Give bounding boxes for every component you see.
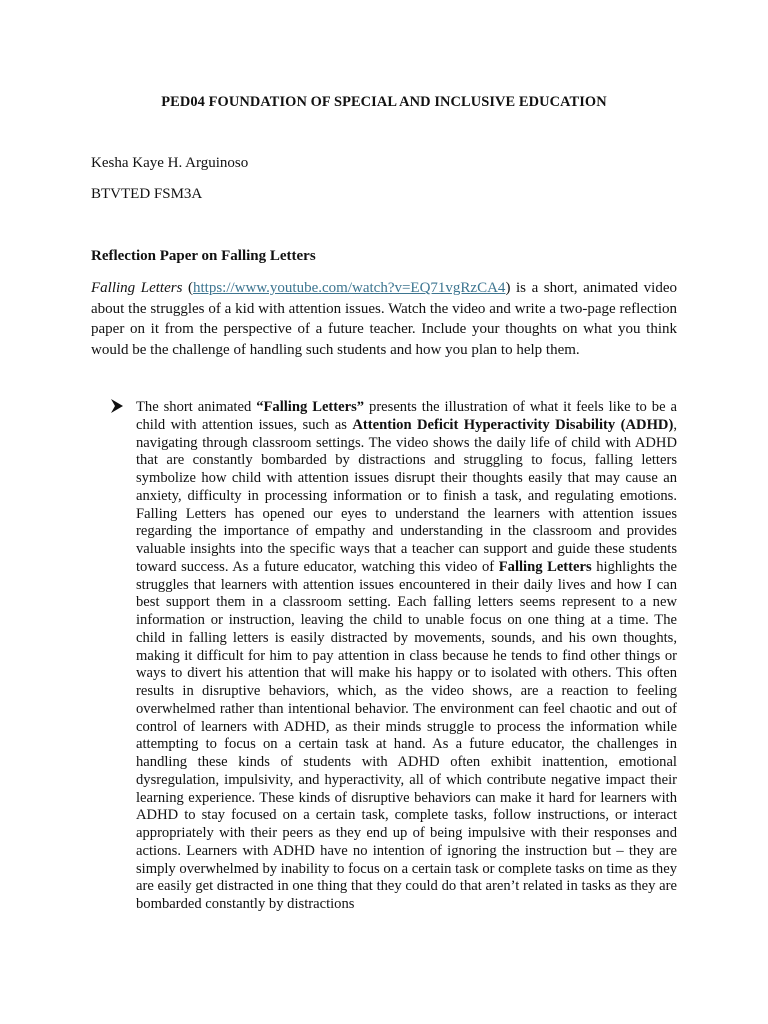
course-title: PED04 FOUNDATION OF SPECIAL AND INCLUSIVE EDUCATION bbox=[161, 94, 607, 110]
reflection-text-3: , navigating through classroom settings. The video shows the daily life of child with ADHD that are constantly bombarded by distractions and struggling to focus, falling letters symbolize how child with attention issues disrupt their thoughts easily that may cause an anxiety, difficulty in processing information or to finish a task, and regulating emotions. Falling Letters has opened our eyes to understand the learners with attention issues regarding the importance of empathy and understanding in the classroom and provides valuable insights into the specific ways that a teacher can support and guide these students toward success. As a future educator, watching this video of bbox=[136, 416, 677, 575]
reflection-text-2: presents the illustration of what it feels like to be a child with attention issues, such as bbox=[136, 399, 677, 433]
assignment-prompt bbox=[91, 278, 677, 360]
reflection-text-1: The short animated bbox=[136, 399, 257, 415]
reflection-paragraph bbox=[136, 399, 677, 914]
video-title: Falling Letters bbox=[91, 280, 183, 296]
author-name: Kesha Kaye H. Arguinoso bbox=[91, 155, 249, 171]
reflection-text-4: highlights the struggles that learners with attention issues encountered in their daily lives and how I can best support them in a classroom setting. Each falling letters seems represent to a new information or instruction, leaving the child to unable focus on one thing at a time. The child in falling letters is easily distracted by movements, sounds, and his own thoughts, making it difficult for him to pay attention in class because he tends to find other things or ways to divert his attention that will make his happy or to isolated with others. This often results in disruptive behaviors, which, as the video shows, are a reaction to feeling overwhelmed rather than intentional behavior. The environment can feel chaotic and out of control of learners with ADHD, as their minds struggle to process the information while attempting to focus on a certain task at hand. As a future educator, the challenges in handling these kinds of students with ADHD often exhibit inattention, emotional dysregulation, impulsivity, and hyperactivity, all of which contribute negative impact their learning experience. These kinds of disruptive behaviors can make it hard for learners with ADHD to stay focused on a certain task, complete tasks, follow instructions, or interact appropriately with their peers as they end up of being impulsive with their responses and actions. Learners with ADHD have no intention of ignoring the instruction but – they are simply overwhelmed by inability to focus on a certain task or complete tasks on time as they are easily get distracted in one thing that they could do that aren’t related in tasks as they are bombarded constantly by distractions bbox=[136, 558, 677, 912]
prompt-text: ) is a short, animated video about the struggles of a kid with attention issues. Watch the video and write a two-page reflection paper on it from the perspective of a future teacher. Include your thoughts on what you think would be the challenge of handling such students and how you plan to help them. bbox=[91, 280, 677, 358]
reflection-bold-video-title: “Falling Letters” bbox=[256, 399, 365, 415]
prompt-open-paren: ( bbox=[182, 280, 193, 296]
arrowhead-bullet-icon bbox=[110, 398, 130, 416]
reflection-bold-falling-letters: Falling Letters bbox=[498, 558, 592, 575]
paper-heading: Reflection Paper on Falling Letters bbox=[91, 248, 316, 264]
reflection-bold-adhd: Attention Deficit Hyperactivity Disability (ADHD) bbox=[352, 416, 674, 433]
section-label: BTVTED FSM3A bbox=[91, 186, 203, 202]
video-link[interactable]: https://www.youtube.com/watch?v=EQ71vgRzCA4 bbox=[192, 280, 506, 296]
